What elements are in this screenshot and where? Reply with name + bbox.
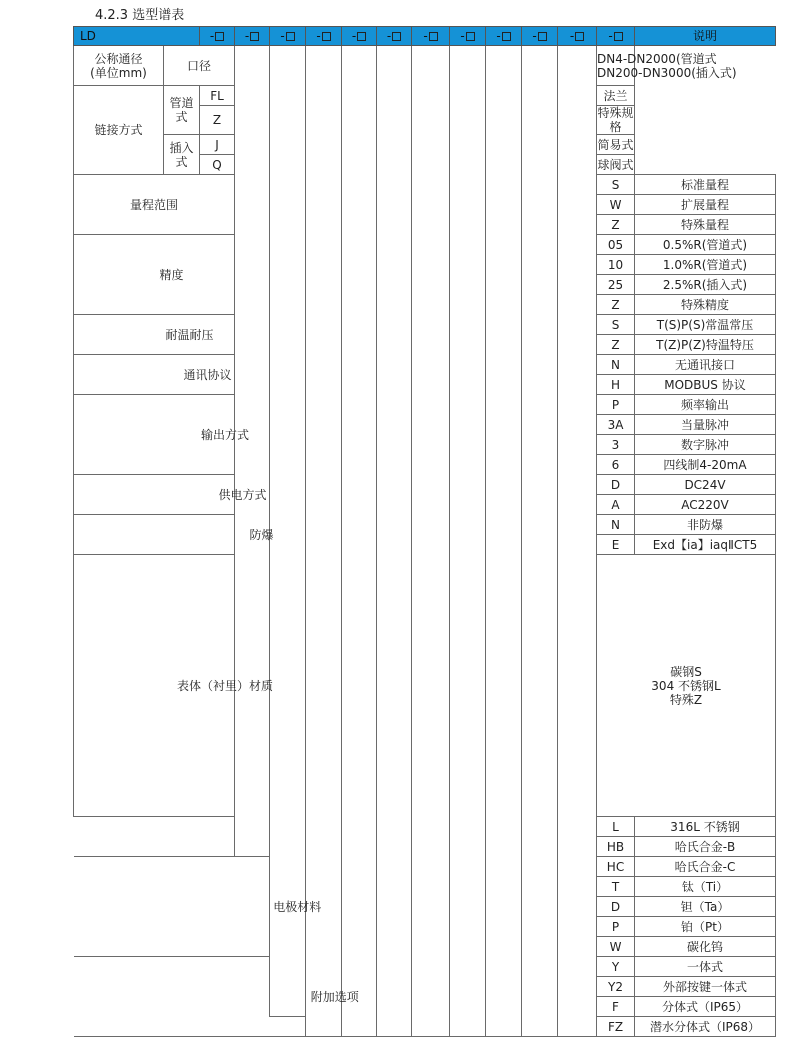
section-title: 4.2.3 选型谱表 (95, 8, 185, 23)
explosion-desc: 非防爆 (635, 515, 776, 535)
output-code: 6 (597, 455, 635, 475)
box-icon (322, 32, 331, 41)
comm-desc: 无通讯接口 (635, 355, 776, 375)
extra-desc: 外部按键一体式 (635, 977, 776, 997)
electrode-desc: 哈氏合金-B (635, 837, 776, 857)
electrode-desc: 哈氏合金-C (635, 857, 776, 877)
caliber-name: 公称通径 (单位mm) (74, 46, 164, 86)
output-code: 3A (597, 415, 635, 435)
electrode-desc: 钛（Ti） (635, 877, 776, 897)
electrode-code: T (597, 877, 635, 897)
extra-desc: 一体式 (635, 957, 776, 977)
range-code: W (597, 195, 635, 215)
power-code: D (597, 475, 635, 495)
caliber-code: 口径 (164, 46, 235, 86)
electrode-desc: 316L 不锈钢 (635, 817, 776, 837)
output-desc: 四线制4-20mA (635, 455, 776, 475)
range-code: S (597, 175, 635, 195)
accuracy-code: 25 (597, 275, 635, 295)
connection-desc: 简易式 (597, 135, 635, 155)
accuracy-desc: 1.0%R(管道式) (635, 255, 776, 275)
electrode-name: 电极材料 (74, 857, 522, 957)
explosion-code: E (597, 535, 635, 555)
electrode-desc: 钽（Ta） (635, 897, 776, 917)
segment-placeholder: - (200, 27, 235, 46)
accuracy-name: 精度 (74, 235, 270, 315)
connection-code: Z (200, 106, 235, 135)
temp-pressure-desc: T(Z)P(Z)特温特压 (635, 335, 776, 355)
connection-pipe-label: 管道 式 (164, 86, 200, 135)
electrode-code: P (597, 917, 635, 937)
body-material: 碳钢S 304 不锈钢L 特殊Z (597, 555, 776, 817)
explosion-desc: Exd【ia】iaqⅡCT5 (635, 535, 776, 555)
segment-placeholder: - (235, 27, 270, 46)
range-desc: 标准量程 (635, 175, 776, 195)
power-name: 供电方式 (74, 475, 412, 515)
box-icon (575, 32, 584, 41)
electrode-code: HC (597, 857, 635, 877)
accuracy-desc: 特殊精度 (635, 295, 776, 315)
caliber-desc: DN4-DN2000(管道式 DN200-DN3000(插入式) (597, 46, 635, 86)
connection-desc: 特殊规格 (597, 106, 634, 134)
temp-pressure-name: 耐温耐压 (74, 315, 306, 355)
power-desc: DC24V (635, 475, 776, 495)
segment-placeholder: - (522, 27, 558, 46)
temp-pressure-code: S (597, 315, 635, 335)
power-desc: AC220V (635, 495, 776, 515)
description-header: 说明 (635, 27, 776, 46)
segment-placeholder: - (450, 27, 486, 46)
electrode-desc: 铂（Pt） (635, 917, 776, 937)
output-desc: 当量脉冲 (635, 415, 776, 435)
box-icon (357, 32, 366, 41)
range-code: Z (597, 215, 635, 235)
range-name: 量程范围 (74, 175, 235, 235)
accuracy-code: 10 (597, 255, 635, 275)
connection-name: 链接方式 (74, 86, 164, 175)
extra-name: 附加选项 (74, 957, 597, 1037)
segment-placeholder: - (412, 27, 450, 46)
comm-code: H (597, 375, 635, 395)
box-icon (502, 32, 511, 41)
box-icon (392, 32, 401, 41)
electrode-code: W (597, 937, 635, 957)
segment-placeholder: - (377, 27, 412, 46)
segment-placeholder: - (306, 27, 342, 46)
segment-placeholder: - (558, 27, 597, 46)
output-desc: 数字脉冲 (635, 435, 776, 455)
electrode-code: D (597, 897, 635, 917)
temp-pressure-code: Z (597, 335, 635, 355)
comm-code: N (597, 355, 635, 375)
connection-code: Q (200, 155, 235, 175)
extra-code: FZ (597, 1017, 635, 1037)
connection-desc: 法兰 (597, 86, 635, 106)
comm-name: 通讯协议 (74, 355, 342, 395)
header-row (74, 27, 776, 46)
connection-insert-label: 插入 式 (164, 135, 200, 175)
segment-placeholder: - (342, 27, 377, 46)
electrode-desc: 碳化钨 (635, 937, 776, 957)
comm-desc: MODBUS 协议 (635, 375, 776, 395)
electrode-code: L (597, 817, 635, 837)
box-icon (286, 32, 295, 41)
box-icon (215, 32, 224, 41)
box-icon (250, 32, 259, 41)
box-icon (429, 32, 438, 41)
box-icon (614, 32, 623, 41)
extra-code: F (597, 997, 635, 1017)
accuracy-code: 05 (597, 235, 635, 255)
selection-table (73, 26, 776, 1037)
explosion-code: N (597, 515, 635, 535)
output-desc: 频率输出 (635, 395, 776, 415)
output-name: 输出方式 (74, 395, 377, 475)
connection-code: J (200, 135, 235, 155)
range-desc: 特殊量程 (635, 215, 776, 235)
segment-placeholder: - (597, 27, 635, 46)
range-desc: 扩展量程 (635, 195, 776, 215)
connection-desc: 球阀式 (597, 155, 635, 175)
connection-code: FL (200, 86, 235, 106)
accuracy-desc: 0.5%R(管道式) (635, 235, 776, 255)
extra-code: Y2 (597, 977, 635, 997)
output-code: 3 (597, 435, 635, 455)
power-code: A (597, 495, 635, 515)
electrode-blank (74, 817, 522, 857)
explosion-name: 防爆 (74, 515, 450, 555)
box-icon (538, 32, 547, 41)
extra-desc: 潜水分体式（IP68） (635, 1017, 776, 1037)
accuracy-code: Z (597, 295, 635, 315)
extra-desc: 分体式（IP65） (635, 997, 776, 1017)
output-code: P (597, 395, 635, 415)
electrode-code: HB (597, 837, 635, 857)
accuracy-desc: 2.5%R(插入式) (635, 275, 776, 295)
segment-placeholder: - (486, 27, 522, 46)
model-code: LD (74, 27, 200, 46)
body-name: 表体（衬里）材质 (74, 555, 377, 817)
segment-placeholder: - (270, 27, 306, 46)
extra-code: Y (597, 957, 635, 977)
box-icon (466, 32, 475, 41)
temp-pressure-desc: T(S)P(S)常温常压 (635, 315, 776, 335)
